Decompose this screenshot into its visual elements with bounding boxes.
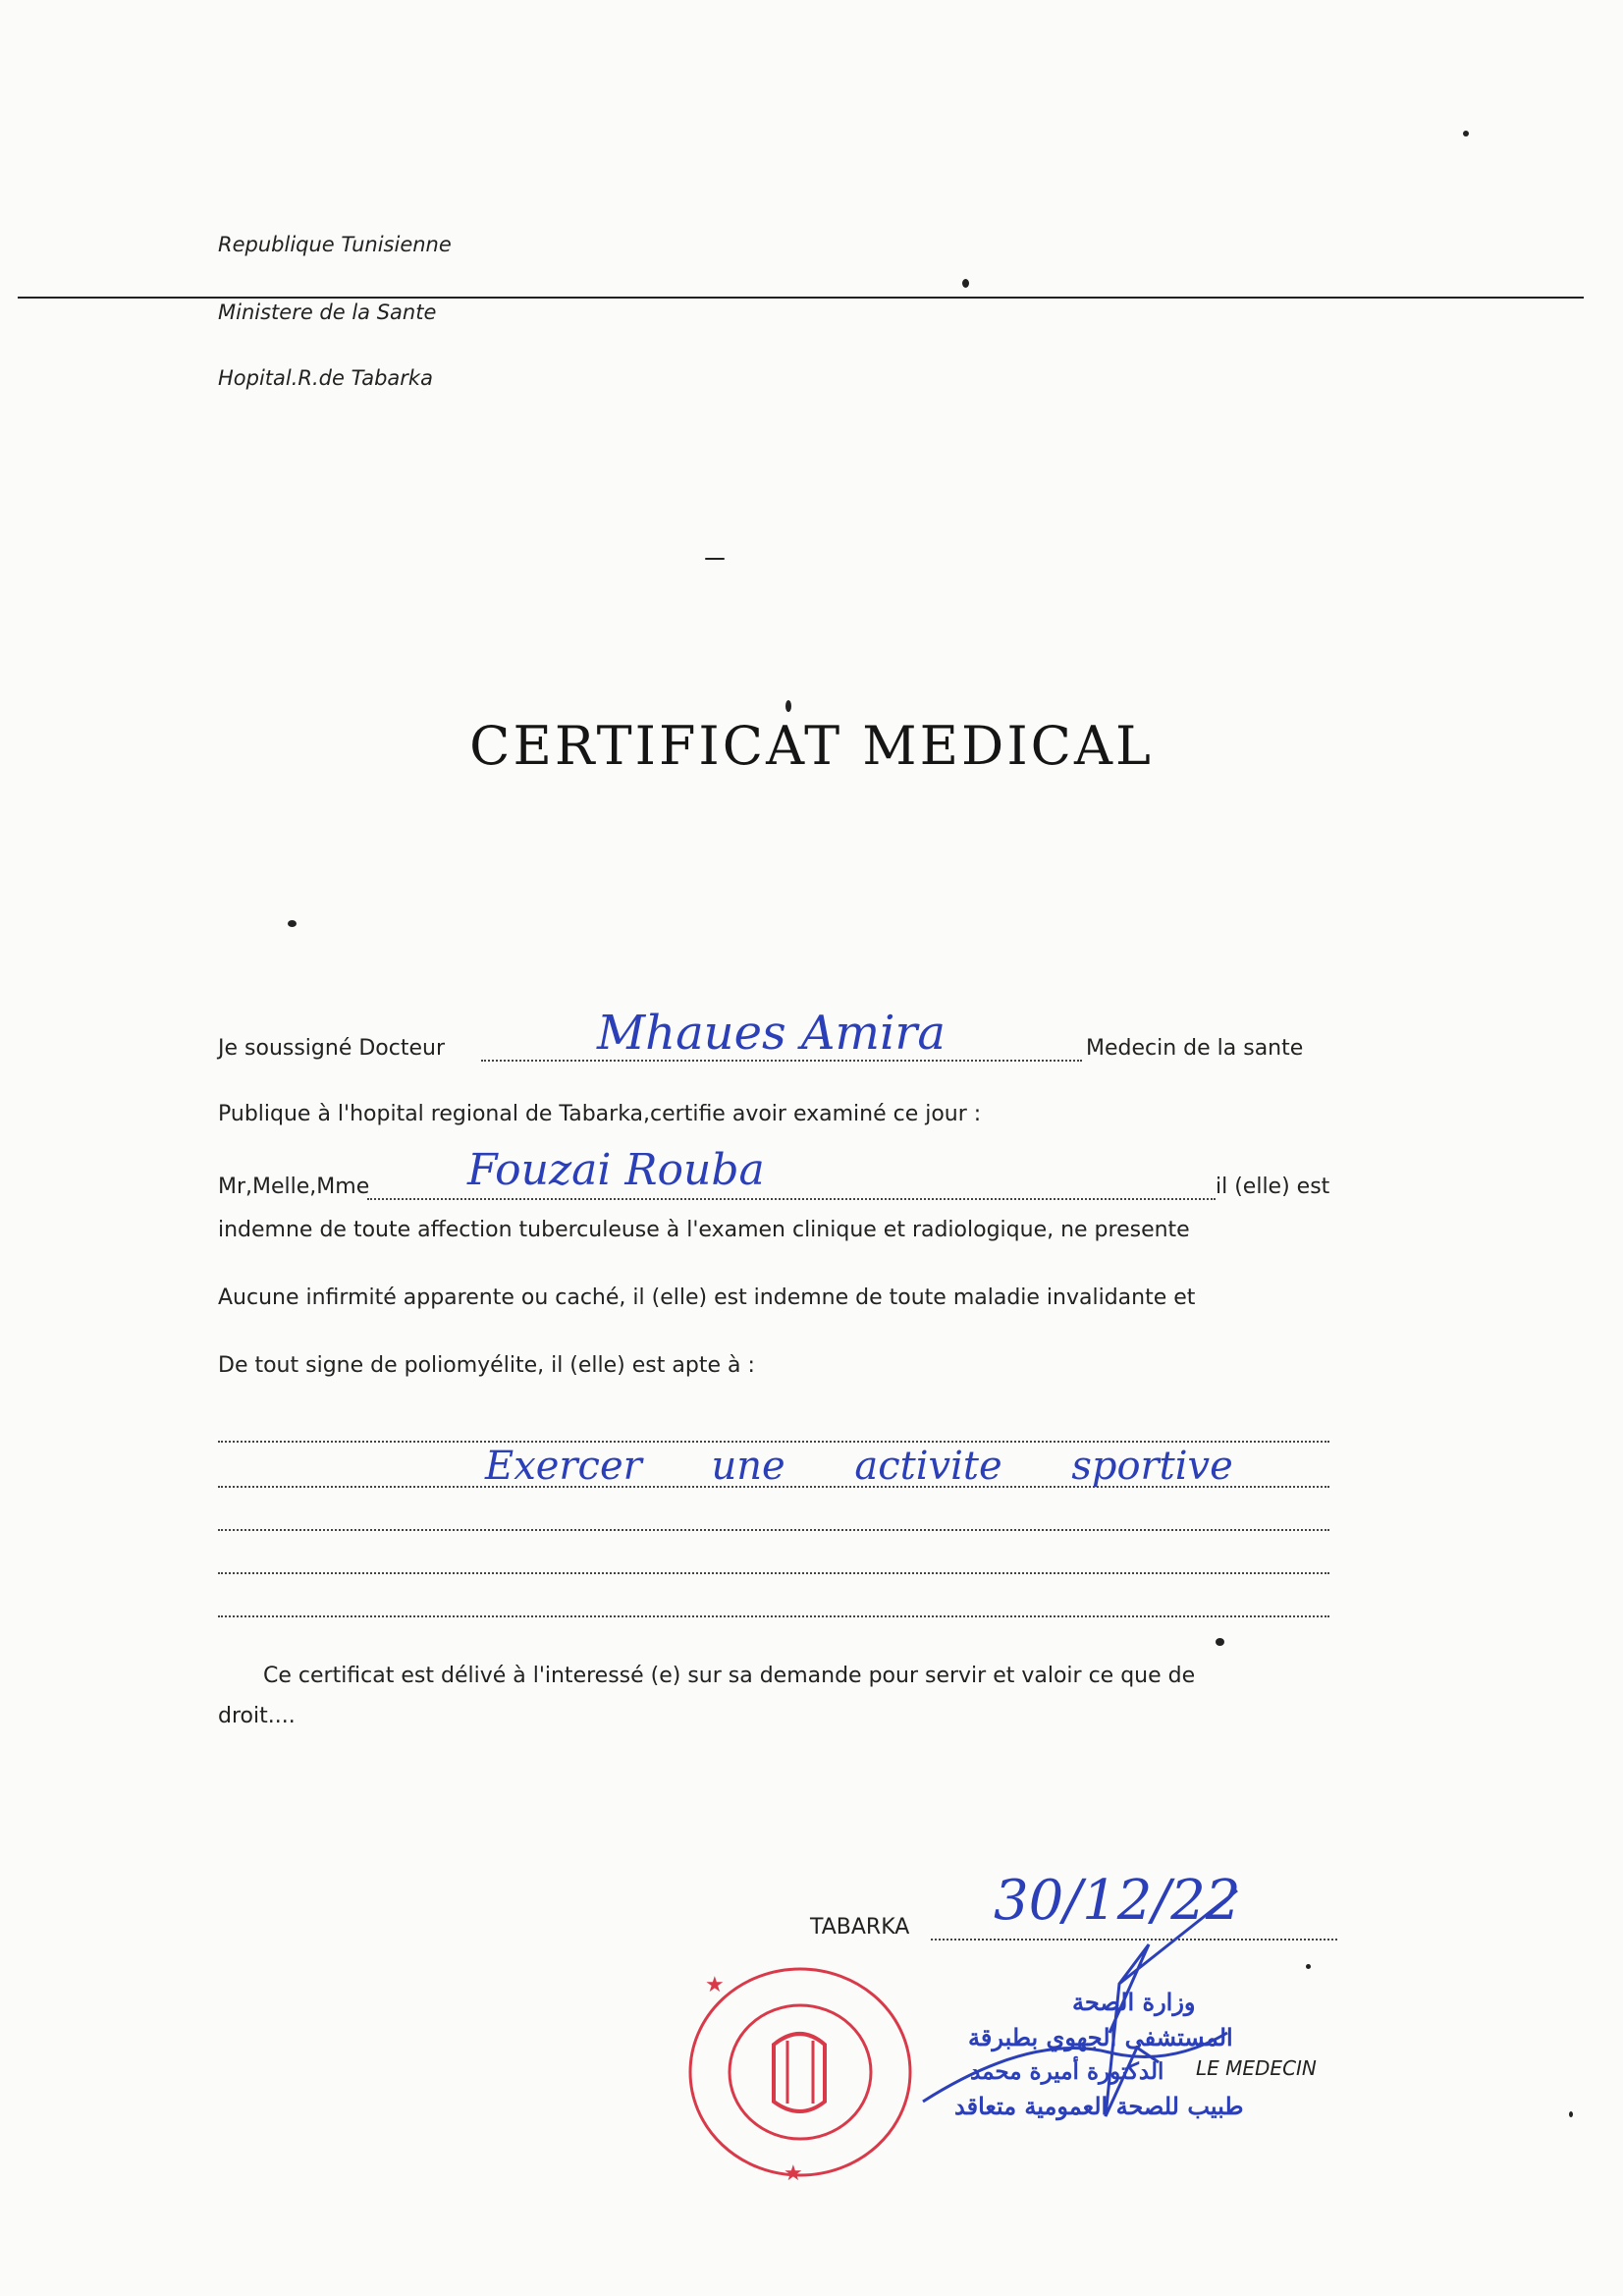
line3-suffix: il (elle) est	[1216, 1175, 1330, 1199]
scan-speck	[705, 558, 725, 560]
aptitude-dots-3	[218, 1529, 1329, 1531]
scan-speck	[288, 920, 297, 927]
aptitude-dots-5	[218, 1615, 1329, 1617]
doctor-name: Mhaues Amira	[597, 1006, 946, 1061]
closing-line1: Ce certificat est délivé à l'interessé (e) sur sa demande pour servir et valoir ce que de	[263, 1664, 1196, 1688]
patient-name: Fouzai Rouba	[467, 1145, 765, 1195]
document-title: CERTIFICAT MEDICAL	[469, 715, 1154, 777]
scan-speck	[1306, 1964, 1311, 1969]
header-republic: Republique Tunisienne	[218, 233, 452, 256]
stamp-line4: طبيب للصحة العمومية متعاقد	[954, 2092, 1244, 2120]
line3-prefix: Mr,Melle,Mme	[218, 1175, 370, 1199]
line4: indemne de toute affection tuberculeuse à l'examen clinique et radiologique, ne presente	[218, 1218, 1190, 1242]
doctor-signature	[913, 1886, 1267, 2141]
stamp-line1: وزارة الصحة	[1072, 1988, 1196, 2016]
stamp-line2: المستشفى الجهوي بطبرقة	[968, 2023, 1233, 2051]
aptitude-dots-1	[218, 1441, 1329, 1443]
scan-speck	[962, 279, 969, 288]
scan-speck	[1216, 1638, 1224, 1646]
patient-name-dots	[367, 1198, 1216, 1200]
line2: Publique à l'hopital regional de Tabarka,certifie avoir examiné ce jour :	[218, 1102, 982, 1126]
official-seal	[677, 1954, 923, 2190]
aptitude-dots-4	[218, 1572, 1329, 1574]
place-label: TABARKA	[810, 1915, 910, 1940]
line5: Aucune infirmité apparente ou caché, il (elle) est indemne de toute maladie invalidante et	[218, 1285, 1196, 1310]
svg-text:★: ★	[784, 2161, 803, 2186]
date-value: 30/12/22	[994, 1869, 1241, 1933]
line6: De tout signe de poliomyélite, il (elle) est apte à :	[218, 1353, 755, 1378]
line1-suffix: Medecin de la sante	[1086, 1036, 1304, 1061]
line1-prefix: Je soussigné Docteur	[218, 1036, 445, 1061]
scan-speck	[785, 700, 791, 712]
stamp-line3: الدكتورة أميرة محمد	[970, 2058, 1164, 2085]
header-hospital: Hopital.R.de Tabarka	[218, 366, 433, 390]
signer-label: LE MEDECIN	[1196, 2056, 1317, 2080]
header-ministry: Ministere de la Sante	[218, 301, 437, 324]
aptitude-text: Exercer une activite sportive	[485, 1444, 1233, 1489]
closing-line2: droit....	[218, 1704, 296, 1728]
header-rule	[18, 297, 1584, 299]
scan-speck	[1569, 2111, 1573, 2117]
svg-text:★: ★	[705, 1973, 725, 1997]
scan-speck	[1463, 131, 1469, 137]
